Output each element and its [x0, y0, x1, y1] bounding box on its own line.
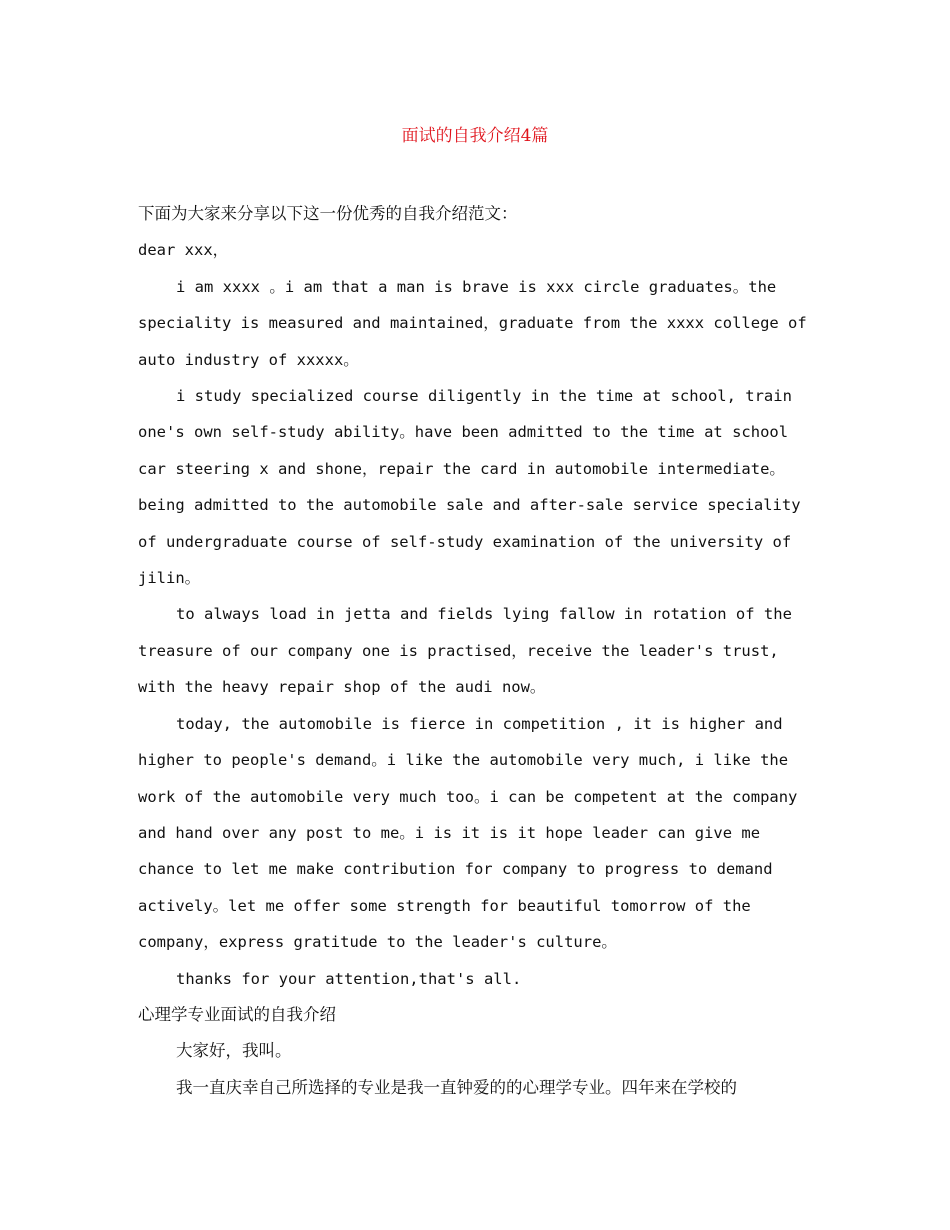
paragraph-2-line: being admitted to the automobile sale and after-sale service speciality — [138, 496, 801, 515]
paragraph-1-line: i am xxxx 。i am that a man is brave is xxx circle graduates。the — [176, 277, 777, 296]
document-body — [138, 196, 818, 1106]
paragraph-4-line: today, the automobile is fierce in competition , it is higher and — [176, 714, 783, 733]
paragraph-1-line: speciality is measured and maintained，graduate from the xxxx college of — [138, 314, 807, 333]
paragraph-1 — [138, 269, 818, 378]
paragraph-4-line: chance to let me make contribution for company to progress to demand — [138, 860, 773, 879]
paragraph-4 — [138, 706, 818, 961]
section-2-greeting: 大家好，我叫。 — [176, 1041, 292, 1061]
section-2-paragraph: 我一直庆幸自己所选择的专业是我一直钟爱的的心理学专业。四年来在学校的 — [176, 1077, 737, 1097]
paragraph-4-line: work of the automobile very much too。i can be competent at the company — [138, 787, 798, 806]
paragraph-2-line: one's own self-study ability。have been admitted to the time at school — [138, 423, 789, 442]
paragraph-4-line: and hand over any post to me。i is it is it hope leader can give me — [138, 823, 761, 842]
paragraph-2-line: jilin。 — [138, 569, 201, 588]
paragraph-3 — [138, 596, 818, 705]
paragraph-4-line: company，express gratitude to the leader's culture。 — [138, 933, 617, 952]
salutation: dear xxx， — [138, 241, 229, 260]
paragraph-2-line: car steering x and shone，repair the card in automobile intermediate。 — [138, 459, 785, 478]
paragraph-3-line: to always load in jetta and fields lying fallow in rotation of the — [176, 605, 792, 624]
document-title: 面试的自我介绍4篇 — [401, 126, 549, 146]
intro-text: 下面为大家来分享以下这一份优秀的自我介绍范文： — [138, 204, 518, 223]
paragraph-2 — [138, 378, 818, 596]
paragraph-3-line: with the heavy repair shop of the audi now。 — [138, 678, 546, 697]
paragraph-1-line: auto industry of xxxxx。 — [138, 350, 359, 369]
paragraph-4-line: actively。let me offer some strength for beautiful tomorrow of the — [138, 896, 751, 915]
paragraph-3-line: treasure of our company one is practised，receive the leader's trust, — [138, 641, 779, 660]
paragraph-4-line: higher to people's demand。i like the automobile very much, i like the — [138, 751, 789, 770]
section-2-heading: 心理学专业面试的自我介绍 — [138, 1004, 336, 1024]
paragraph-2-line: i study specialized course diligently in the time at school, train — [176, 387, 792, 406]
closing-line: thanks for your attention,that's all. — [176, 969, 522, 988]
paragraph-2-line: of undergraduate course of self-study examination of the university of — [138, 532, 792, 551]
